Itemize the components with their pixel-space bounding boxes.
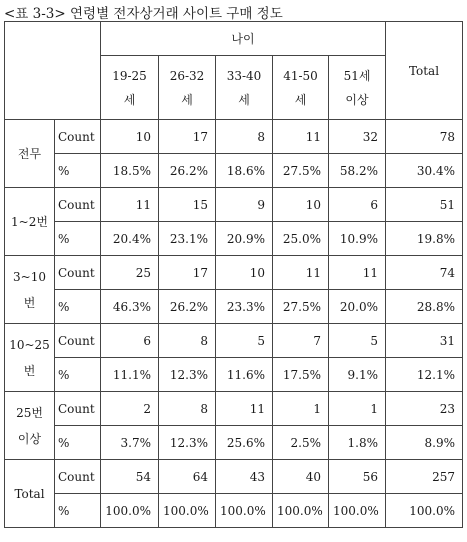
group-header-age: 나이	[101, 22, 386, 56]
age-group-header	[159, 56, 216, 120]
count-cell: 32	[329, 120, 386, 154]
percent-cell: 20.4%	[101, 222, 159, 256]
row-category-label	[5, 324, 55, 392]
percent-cell: 25.0%	[273, 222, 329, 256]
percent-cell: 100.0%	[273, 494, 329, 528]
percent-cell: 11.6%	[216, 358, 273, 392]
percent-total-cell: 19.8%	[386, 222, 463, 256]
percent-row-label: %	[55, 222, 101, 256]
table-row	[5, 188, 463, 222]
row-category-label-part: 이상	[17, 431, 42, 446]
age-group-label-part: 세	[294, 92, 307, 107]
percent-total-cell: 30.4%	[386, 154, 463, 188]
count-cell: 11	[329, 256, 386, 290]
age-group-header	[216, 56, 273, 120]
count-cell: 9	[216, 188, 273, 222]
percent-cell: 11.1%	[101, 358, 159, 392]
percent-row-label: %	[55, 154, 101, 188]
percent-cell: 27.5%	[273, 154, 329, 188]
row-category-label-part: 10~25	[9, 337, 50, 352]
row-category-label-part: 전무	[17, 146, 42, 161]
age-group-label-part: 51세	[343, 68, 371, 83]
age-group-label-part: 이상	[345, 92, 369, 107]
age-group-label-part: 세	[123, 92, 136, 107]
count-total-cell: 31	[386, 324, 463, 358]
table-row	[5, 222, 463, 256]
percent-cell: 18.5%	[101, 154, 159, 188]
count-row-label: Count	[55, 460, 101, 494]
percent-cell: 23.3%	[216, 290, 273, 324]
count-total-cell: 257	[386, 460, 463, 494]
percent-total-cell: 100.0%	[386, 494, 463, 528]
row-category-label-part: 1~2번	[11, 214, 48, 229]
count-cell: 8	[159, 324, 216, 358]
count-cell: 11	[273, 256, 329, 290]
table-row	[5, 392, 463, 426]
table-row	[5, 290, 463, 324]
table-caption: <표 3-3> 연령별 전자상거래 사이트 구매 정도	[4, 6, 283, 22]
percent-cell: 23.1%	[159, 222, 216, 256]
table-row	[5, 256, 463, 290]
row-category-label-part: 25번	[16, 405, 43, 420]
percent-cell: 3.7%	[101, 426, 159, 460]
percent-cell: 10.9%	[329, 222, 386, 256]
row-category-label-part: Total	[14, 486, 45, 501]
percent-total-cell: 12.1%	[386, 358, 463, 392]
percent-cell: 9.1%	[329, 358, 386, 392]
count-row-label: Count	[55, 324, 101, 358]
count-cell: 8	[159, 392, 216, 426]
percent-cell: 58.2%	[329, 154, 386, 188]
percent-cell: 25.6%	[216, 426, 273, 460]
count-cell: 25	[101, 256, 159, 290]
row-category-label	[5, 120, 55, 188]
age-group-header	[101, 56, 159, 120]
row-category-label	[5, 460, 55, 528]
count-row-label: Count	[55, 120, 101, 154]
table-row	[5, 324, 463, 358]
count-total-cell: 23	[386, 392, 463, 426]
count-cell: 11	[273, 120, 329, 154]
age-group-label-part: 세	[238, 92, 250, 107]
age-group-label-part: 33-40	[226, 68, 262, 83]
percent-cell: 27.5%	[273, 290, 329, 324]
count-cell: 2	[101, 392, 159, 426]
corner-cell	[5, 22, 101, 120]
count-cell: 40	[273, 460, 329, 494]
percent-total-cell: 8.9%	[386, 426, 463, 460]
count-cell: 17	[159, 256, 216, 290]
count-cell: 10	[216, 256, 273, 290]
table-row	[5, 460, 463, 494]
count-cell: 6	[329, 188, 386, 222]
count-cell: 56	[329, 460, 386, 494]
percent-cell: 18.6%	[216, 154, 273, 188]
percent-cell: 2.5%	[273, 426, 329, 460]
percent-cell: 100.0%	[101, 494, 159, 528]
count-cell: 6	[101, 324, 159, 358]
count-cell: 1	[329, 392, 386, 426]
count-row-label: Count	[55, 256, 101, 290]
percent-cell: 12.3%	[159, 426, 216, 460]
percent-cell: 20.0%	[329, 290, 386, 324]
percent-cell: 46.3%	[101, 290, 159, 324]
percent-cell: 20.9%	[216, 222, 273, 256]
count-cell: 43	[216, 460, 273, 494]
percent-cell: 100.0%	[329, 494, 386, 528]
count-row-label: Count	[55, 188, 101, 222]
percent-cell: 12.3%	[159, 358, 216, 392]
count-cell: 17	[159, 120, 216, 154]
age-group-label-part: 세	[181, 92, 193, 107]
count-cell: 7	[273, 324, 329, 358]
count-cell: 1	[273, 392, 329, 426]
percent-cell: 100.0%	[216, 494, 273, 528]
count-cell: 64	[159, 460, 216, 494]
age-group-header	[273, 56, 329, 120]
row-category-label	[5, 188, 55, 256]
percent-row-label: %	[55, 358, 101, 392]
percent-row-label: %	[55, 290, 101, 324]
row-category-label-part: 번	[23, 295, 36, 310]
row-category-label	[5, 256, 55, 324]
count-cell: 10	[273, 188, 329, 222]
table-row	[5, 154, 463, 188]
table-row	[5, 426, 463, 460]
row-category-label-part: 3~10	[13, 269, 46, 284]
count-total-cell: 51	[386, 188, 463, 222]
percent-cell: 17.5%	[273, 358, 329, 392]
table-row	[5, 494, 463, 528]
table-row	[5, 358, 463, 392]
count-cell: 11	[216, 392, 273, 426]
count-cell: 5	[329, 324, 386, 358]
count-cell: 8	[216, 120, 273, 154]
percent-cell: 1.8%	[329, 426, 386, 460]
count-row-label: Count	[55, 392, 101, 426]
percent-row-label: %	[55, 426, 101, 460]
count-total-cell: 78	[386, 120, 463, 154]
crosstab-table	[4, 21, 463, 528]
count-cell: 54	[101, 460, 159, 494]
percent-cell: 100.0%	[159, 494, 216, 528]
total-column-header: Total	[386, 22, 463, 120]
count-total-cell: 74	[386, 256, 463, 290]
count-cell: 10	[101, 120, 159, 154]
percent-total-cell: 28.8%	[386, 290, 463, 324]
count-cell: 11	[101, 188, 159, 222]
age-group-header	[329, 56, 386, 120]
table-row	[5, 120, 463, 154]
percent-cell: 26.2%	[159, 290, 216, 324]
count-cell: 5	[216, 324, 273, 358]
count-cell: 15	[159, 188, 216, 222]
row-category-label	[5, 392, 55, 460]
percent-row-label: %	[55, 494, 101, 528]
age-group-label-part: 26-32	[169, 68, 205, 83]
age-group-label-part: 19-25	[112, 68, 147, 83]
age-group-label-part: 41-50	[283, 68, 318, 83]
row-category-label-part: 번	[23, 363, 36, 378]
percent-cell: 26.2%	[159, 154, 216, 188]
